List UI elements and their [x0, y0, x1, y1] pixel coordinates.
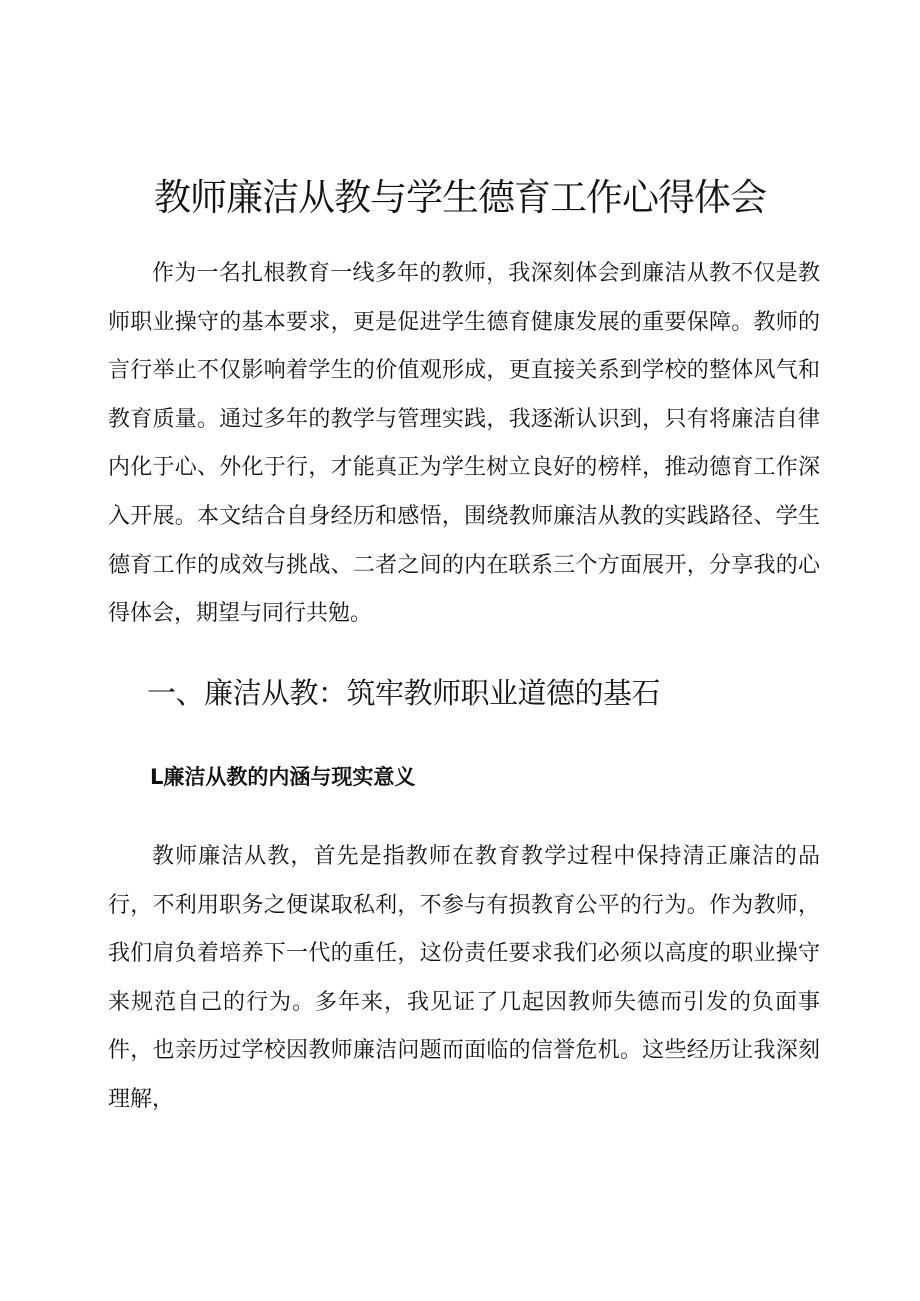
body-paragraph: 教师廉洁从教，首先是指教师在教育教学过程中保持清正廉洁的品行，不利用职务之便谋取私利，不参与有损教育公平的行为。作为教师，我们肩负着培养下一代的重任，这份责任要求我们必须以高度的职业操守来规范自己的行为。多年来，我见证了几起因教师失德而引发的负面事件，也亲历过学校因教师廉洁问题而面临的信誉危机。这些经历让我深刻理解，: [108, 844, 820, 1112]
page-title: 教师廉洁从教与学生德育工作心得体会: [154, 176, 766, 219]
subsection-heading: L廉洁从教的内涵与现实意义: [150, 765, 416, 789]
intro-paragraph: 作为一名扎根教育一线多年的教师，我深刻体会到廉洁从教不仅是教师职业操守的基本要求，更是促进学生德育健康发展的重要保障。教师的言行举止不仅影响着学生的价值观形成，更直接关系到学校的整体风气和教育质量。通过多年的教学与管理实践，我逐渐认识到，只有将廉洁自律内化于心、外化于行，才能真正为学生树立良好的榜样，推动德育工作深入开展。本文结合自身经历和感悟，围绕教师廉洁从教的实践路径、学生德育工作的成效与挑战、二者之间的内在联系三个方面展开，分享我的心得体会，期望与同行共勉。: [108, 261, 820, 627]
section-heading: 一、廉洁从教：筑牢教师职业道德的基石: [147, 676, 661, 710]
